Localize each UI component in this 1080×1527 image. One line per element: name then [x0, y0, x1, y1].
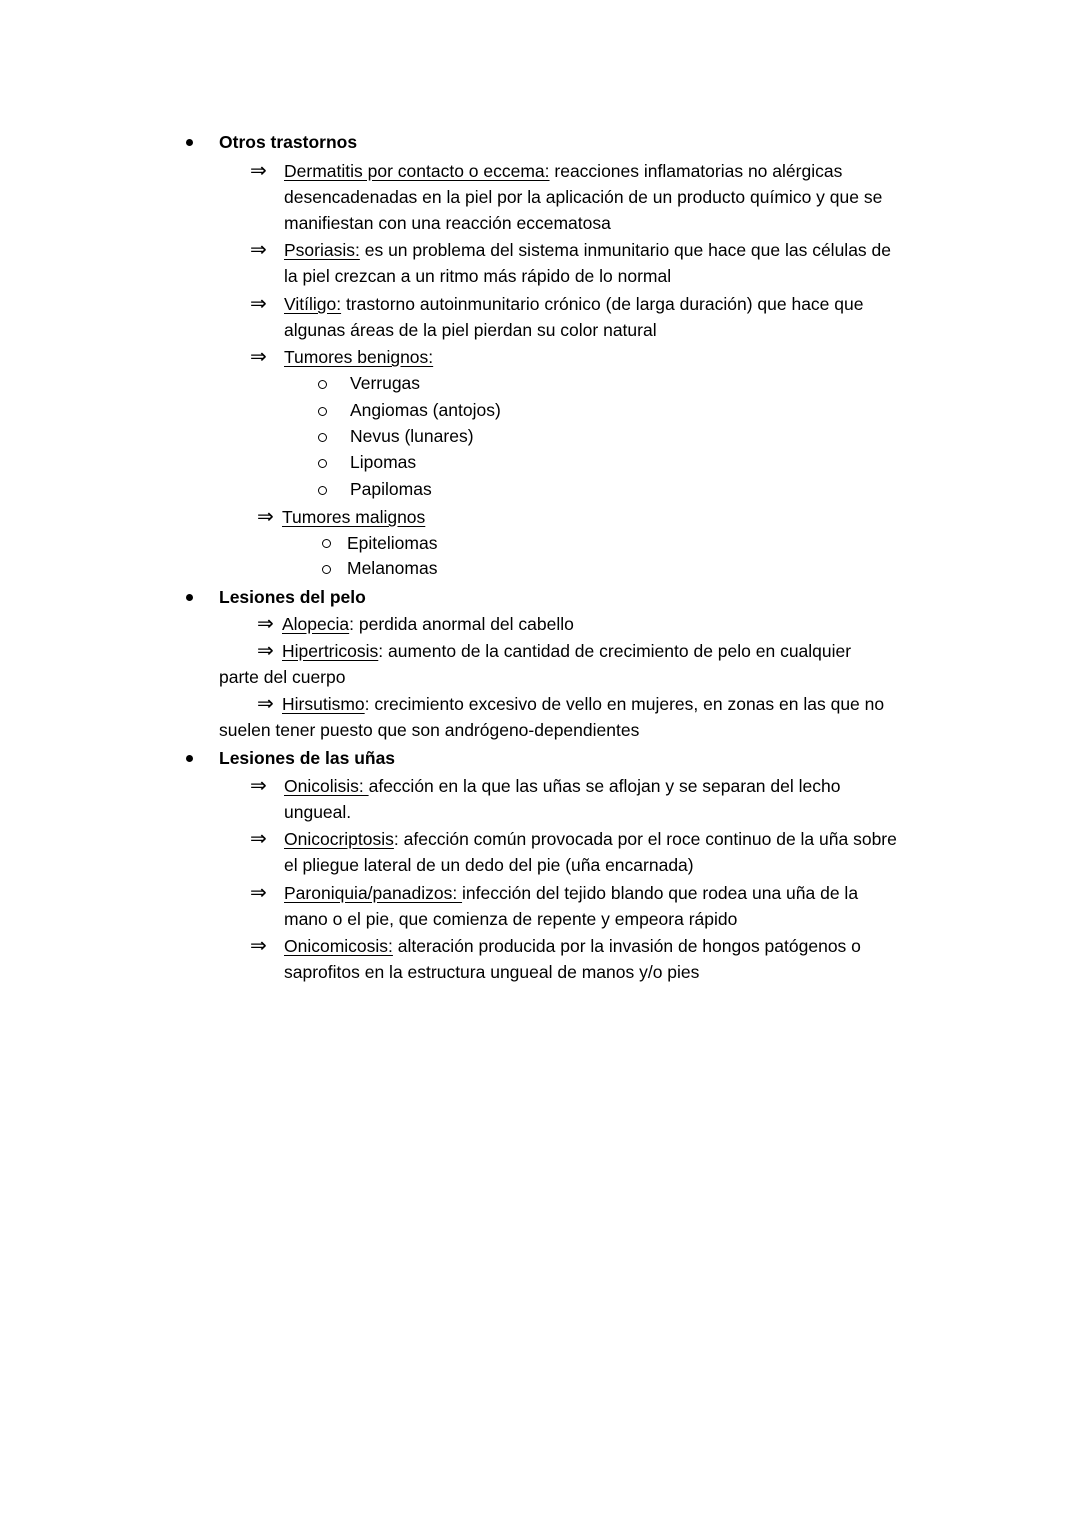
- section-heading-otros-trastornos: Otros trastornos: [219, 132, 358, 152]
- arrow-icon: ⇒: [250, 346, 267, 368]
- arrow-icon: ⇒: [257, 506, 274, 528]
- def-hipertricosis-line-2: parte del cuerpo: [219, 667, 346, 687]
- arrow-icon: ⇒: [250, 775, 267, 797]
- term-hipertricosis: Hipertricosis: [282, 641, 379, 661]
- arrow-icon: ⇒: [250, 239, 267, 261]
- term-onicomicosis: Onicomicosis:: [284, 936, 393, 956]
- def-onicolisis-line-1: afección en la que las uñas se aflojan y se separan del lecho: [368, 776, 841, 796]
- item-hipertricosis: [282, 638, 851, 664]
- item-onicolisis: [284, 773, 840, 799]
- term-vitiligo: Vitíligo:: [284, 294, 342, 314]
- def-vitiligo-line-2: algunas áreas de la piel pierdan su color natural: [284, 320, 657, 340]
- term-tumores-malignos: Tumores malignos: [282, 507, 426, 527]
- def-hirsutismo-line-2: suelen tener puesto que son andrógeno-dependientes: [219, 720, 640, 740]
- arrow-icon: ⇒: [250, 935, 267, 957]
- item-alopecia: [282, 611, 574, 637]
- arrow-icon: ⇒: [250, 882, 267, 904]
- term-tumores-benignos: Tumores benignos:: [284, 347, 434, 367]
- item-psoriasis: [284, 237, 891, 263]
- arrow-icon: ⇒: [250, 293, 267, 315]
- circle-bullet-icon: [318, 486, 327, 495]
- term-dermatitis: Dermatitis por contacto o eccema:: [284, 161, 550, 181]
- item-hirsutismo: [282, 691, 884, 717]
- def-dermatitis-line-1: reacciones inflamatorias no alérgicas: [549, 161, 843, 181]
- def-hipertricosis-line-1: : aumento de la cantidad de crecimiento de pelo en cualquier: [378, 641, 852, 661]
- def-onicomicosis-line-2: saprofitos en la estructura ungueal de manos y/o pies: [284, 962, 700, 982]
- bullet-icon: [186, 139, 193, 146]
- def-paroniquia-line-1: infección del tejido blando que rodea una uña de la: [462, 883, 859, 903]
- circle-bullet-icon: [318, 433, 327, 442]
- def-onicolisis-line-2: ungueal.: [284, 802, 352, 822]
- arrow-icon: ⇒: [257, 640, 274, 662]
- bullet-icon: [186, 594, 193, 601]
- term-hirsutismo: Hirsutismo: [282, 694, 365, 714]
- def-paroniquia-line-2: mano o el pie, que comienza de repente y empeora rápido: [284, 909, 738, 929]
- def-vitiligo-line-1: trastorno autoinmunitario crónico (de larga duración) que hace que: [341, 294, 864, 314]
- item-paroniquia: [284, 880, 858, 906]
- term-onicocriptosis: Onicocriptosis: [284, 829, 394, 849]
- def-onicocriptosis-line-1: : afección común provocada por el roce continuo de la uña sobre: [393, 829, 897, 849]
- def-psoriasis-line-2: la piel crezcan a un ritmo más rápido de lo normal: [284, 266, 672, 286]
- circle-bullet-icon: [322, 565, 331, 574]
- subitem-melanomas: Melanomas: [347, 558, 438, 578]
- arrow-icon: ⇒: [257, 693, 274, 715]
- item-dermatitis: [284, 158, 842, 184]
- item-onicomicosis: [284, 933, 861, 959]
- def-psoriasis-line-1: es un problema del sistema inmunitario que hace que las células de: [359, 240, 892, 260]
- subitem-lipomas: Lipomas: [350, 452, 417, 472]
- circle-bullet-icon: [318, 407, 327, 416]
- arrow-icon: ⇒: [250, 160, 267, 182]
- subitem-papilomas: Papilomas: [350, 479, 432, 499]
- def-onicocriptosis-line-2: el pliegue lateral de un dedo del pie (uña encarnada): [284, 855, 694, 875]
- circle-bullet-icon: [318, 380, 327, 389]
- section-heading-lesiones-de-las-unas: Lesiones de las uñas: [219, 748, 396, 768]
- circle-bullet-icon: [318, 459, 327, 468]
- subitem-verrugas: Verrugas: [350, 373, 421, 393]
- subitem-nevus: Nevus (lunares): [350, 426, 474, 446]
- def-alopecia-line-1: : perdida anormal del cabello: [349, 614, 574, 634]
- section-heading-lesiones-del-pelo: Lesiones del pelo: [219, 587, 366, 607]
- arrow-icon: ⇒: [257, 613, 274, 635]
- item-vitiligo: [284, 291, 863, 317]
- bullet-icon: [186, 755, 193, 762]
- def-hirsutismo-line-1: : crecimiento excesivo de vello en mujeres, en zonas en las que no: [364, 694, 885, 714]
- term-paroniquia: Paroniquia/panadizos:: [284, 883, 463, 903]
- arrow-icon: ⇒: [250, 828, 267, 850]
- term-onicolisis: Onicolisis:: [284, 776, 369, 796]
- item-onicocriptosis: [284, 826, 897, 852]
- def-dermatitis-line-3: manifiestan con una reacción eccematosa: [284, 213, 611, 233]
- circle-bullet-icon: [322, 539, 331, 548]
- subitem-epiteliomas: Epiteliomas: [347, 533, 438, 553]
- def-onicomicosis-line-1: alteración producida por la invasión de hongos patógenos o: [392, 936, 861, 956]
- subitem-angiomas: Angiomas (antojos): [350, 400, 501, 420]
- def-dermatitis-line-2: desencadenadas en la piel por la aplicación de un producto químico y que se: [284, 187, 883, 207]
- term-psoriasis: Psoriasis:: [284, 240, 360, 260]
- term-alopecia: Alopecia: [282, 614, 350, 634]
